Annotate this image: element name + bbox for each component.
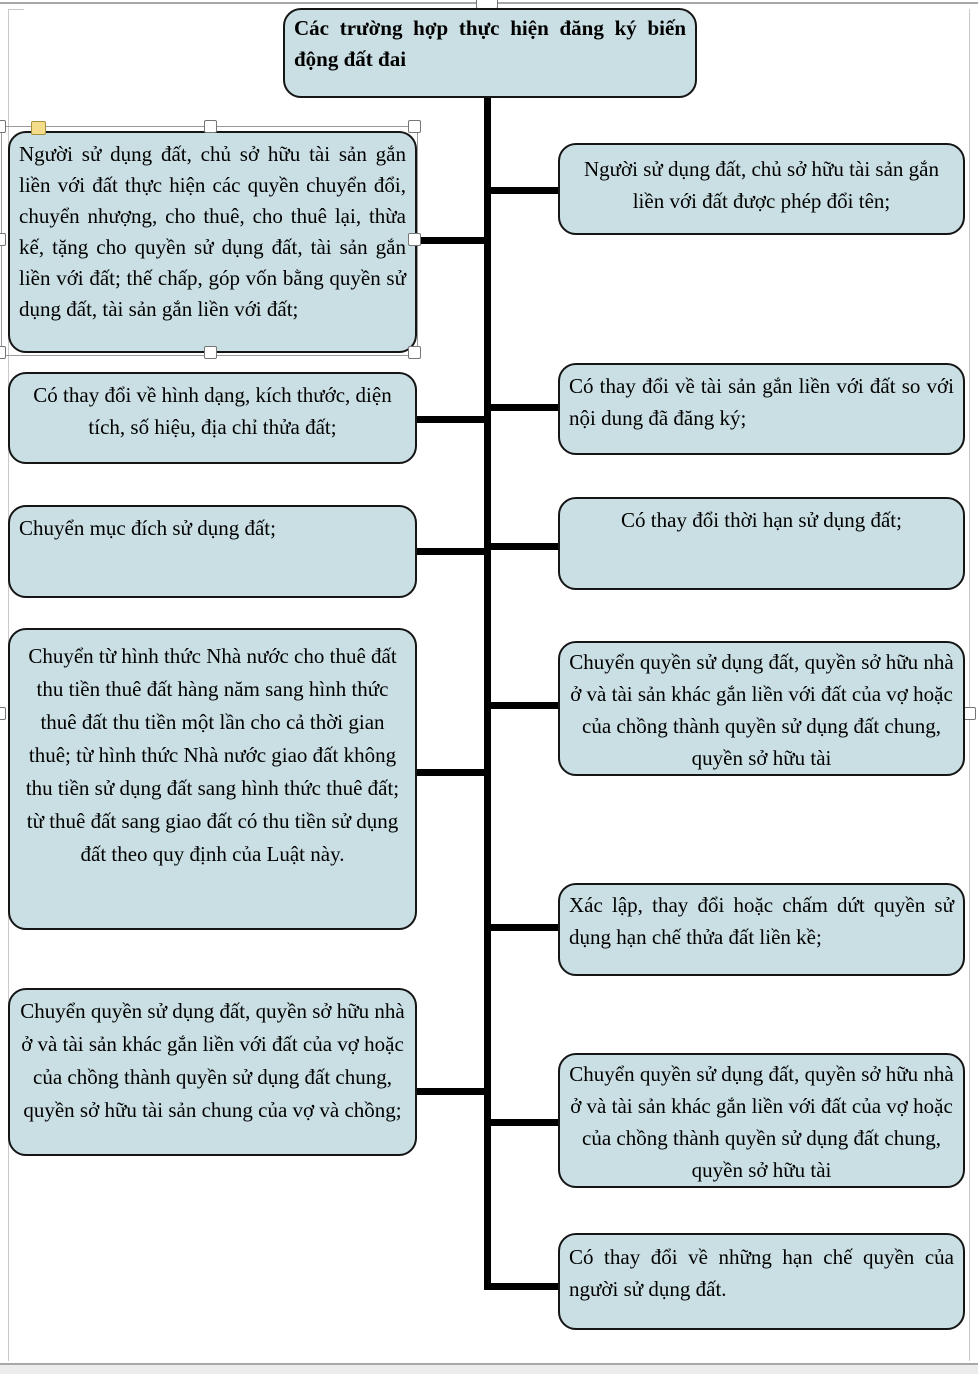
connector-right-4 [487,702,559,709]
page-edge-strip [0,1365,978,1374]
node-left-4[interactable] [8,628,417,930]
canvas-border-right [969,9,970,1361]
shape-adjust-handle[interactable] [31,121,46,135]
node-right-2[interactable] [558,363,965,455]
node-right-3-text: Có thay đổi thời hạn sử dụng đất; [621,508,902,532]
selection-handle-bottom-left[interactable] [0,346,6,359]
selection-handle-bottom-center[interactable] [204,346,217,359]
node-right-5[interactable] [558,883,965,976]
node-left-3[interactable] [8,505,417,598]
selection-handle-bottom-right[interactable] [408,346,421,359]
selection-handle-top-left[interactable] [0,120,6,133]
canvas-corner-notch [8,9,24,10]
node-left-3-text: Chuyển mục đích sử dụng đất; [19,516,276,540]
node-left-5[interactable] [8,988,417,1156]
connector-right-7 [487,1283,559,1290]
connector-right-2 [487,404,559,411]
connector-right-6 [487,1119,559,1126]
node-left-2-text: Có thay đổi về hình dạng, kích thước, diện tích, số hiệu, địa chỉ thửa đất; [33,383,392,439]
selection-handle-mid-right[interactable] [408,233,421,246]
node-right-4[interactable] [558,641,965,776]
node-right-7[interactable] [558,1233,965,1330]
node-left-5-text: Chuyển quyền sử dụng đất, quyền sở hữu nhà ở và tài sản khác gắn liền với đất của vợ hoặc của chồng thành quyền sử dụng đất chung, quyền sở hữu tài sản chung của vợ và chồng; [20,999,405,1122]
selection-handle-mid-left[interactable] [0,233,6,246]
connector-left-2 [414,416,487,423]
node-right-1-text: Người sử dụng đất, chủ sở hữu tài sản gắn liền với đất được phép đổi tên; [584,157,939,213]
connector-left-5 [414,1088,487,1095]
node-right-2-text: Có thay đổi về tài sản gắn liền với đất so với nội dung đã đăng ký; [569,374,954,430]
connector-right-1 [487,187,559,194]
connector-right-3 [487,543,559,550]
node-right-5-text: Xác lập, thay đổi hoặc chấm dứt quyền sử dụng hạn chế thửa đất liền kề; [569,893,954,949]
connector-left-4 [414,769,487,776]
connector-left-1 [414,237,487,244]
node-right-4-text: Chuyển quyền sử dụng đất, quyền sở hữu nhà ở và tài sản khác gắn liền với đất của vợ hoặc của chồng thành quyền sử dụng đất chung, quyền sở hữu tài [569,650,954,770]
node-right-6-text: Chuyển quyền sử dụng đất, quyền sở hữu nhà ở và tài sản khác gắn liền với đất của vợ hoặc của chồng thành quyền sử dụng đất chung, quyền sở hữu tài [569,1062,954,1182]
selection-handle-top-center[interactable] [204,120,217,133]
node-left-1[interactable] [8,131,417,353]
selection-handle-top-right[interactable] [408,120,421,133]
node-right-3[interactable] [558,497,965,590]
connector-right-5 [487,924,559,931]
node-right-1[interactable] [558,143,965,235]
node-title-text: Các trường hợp thực hiện đăng ký biến động đất đai [294,16,686,71]
node-left-2[interactable] [8,372,417,464]
node-left-4-text: Chuyển từ hình thức Nhà nước cho thuê đất thu tiền thuê đất hàng năm sang hình thức thuê đất thu tiền một lần cho cả thời gian thuê; từ hình thức Nhà nước giao đất không thu tiền sử dụng đất sang hình thức thuê đất; từ thuê đất sang giao đất có thu tiền sử dụng đất theo quy định của Luật này. [25,644,400,866]
node-left-1-text: Người sử dụng đất, chủ sở hữu tài sản gắn liền với đất thực hiện các quyền chuyển đổi, chuyển nhượng, cho thuê, cho thuê lại, thừa kế, tặng cho quyền sử dụng đất, tài sản gắn liền với đất; thế chấp, góp vốn bằng quyền sử dụng đất, tài sản gắn liền với đất; [19,142,406,321]
node-right-6[interactable] [558,1053,965,1188]
connector-left-3 [414,548,487,555]
canvas-resize-handle-left[interactable] [0,707,6,720]
node-title[interactable] [283,8,697,98]
trunk-line [484,96,491,1290]
node-right-7-text: Có thay đổi về những hạn chế quyền của người sử dụng đất. [569,1245,954,1301]
